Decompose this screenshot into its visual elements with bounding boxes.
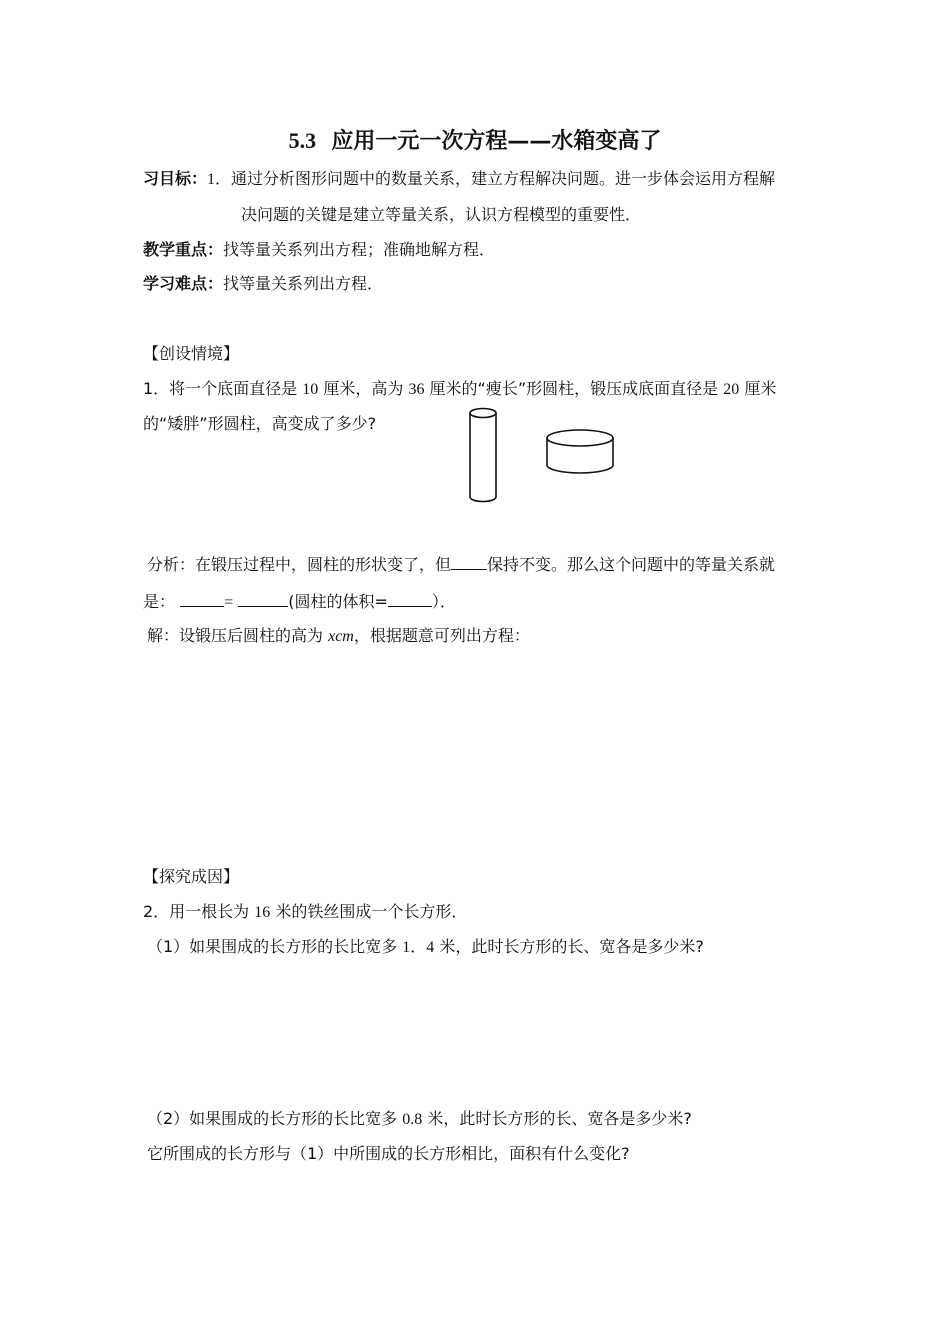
analysis-line2 — [143, 590, 456, 614]
analysis-blank-3 — [238, 590, 288, 607]
objectives-num: 1． — [207, 171, 232, 188]
question2-part1 — [147, 936, 704, 959]
q1-text-d: 厘米 — [739, 379, 777, 398]
analysis2-text-b: (圆柱的体积= — [288, 592, 388, 611]
objectives-label: 习目标： — [143, 169, 208, 188]
q2-1-text-a: （1）如果围成的长方形的长比宽多 — [147, 937, 403, 956]
difficulty-label: 学习难点： — [143, 274, 224, 293]
q2-1-diff: 1．4 — [402, 939, 435, 956]
difficulty-text: 找等量关系列出方程． — [223, 274, 384, 293]
title-number: 5.3 — [288, 128, 317, 153]
q1-text-c: 厘米的“瘦长”形圆柱，锻压成底面直径是 — [424, 379, 724, 398]
key-point-label: 教学重点： — [143, 240, 224, 259]
solve-text-a: 解：设锻压后圆柱的高为 — [147, 626, 329, 645]
question1-line2: 的“矮胖”形圆柱，高变成了多少? — [143, 414, 377, 433]
question1-line1 — [143, 378, 776, 401]
analysis2-equals: = — [224, 594, 234, 611]
q2-length: 16 — [254, 904, 271, 921]
key-point — [143, 239, 495, 261]
q1-height-1: 36 — [408, 381, 425, 398]
q2-2-diff: 0.8 — [402, 1111, 423, 1128]
q1-text-b: 厘米，高为 — [318, 379, 409, 398]
q2-text-b: 米的铁丝围成一个长方形． — [270, 902, 468, 921]
page-title — [0, 124, 950, 159]
q1-diameter-2: 20 — [723, 381, 740, 398]
solve-text-b: ，根据题意可列出方程： — [353, 626, 530, 645]
solve-variable: xcm — [328, 628, 354, 645]
objectives-text-1: 通过分析图形问题中的数量关系，建立方程解决问题。进一步体会运用方程解 — [231, 169, 776, 188]
q2-2-text-b: 米，此时长方形的长、宽各是多少米? — [422, 1109, 692, 1128]
tall-cylinder-figure — [462, 402, 502, 506]
section1-heading: 【创设情境】 — [143, 344, 240, 363]
question2-part3: 它所围成的长方形与（1）中所围成的长方形相比，面积有什么变化? — [147, 1144, 630, 1163]
question2-part2 — [147, 1108, 692, 1131]
q2-1-text-b: 米，此时长方形的长、宽各是多少米? — [434, 937, 704, 956]
objectives-line-1 — [143, 168, 775, 191]
q1-text-a: 1．将一个底面直径是 — [143, 379, 303, 398]
solution-line — [147, 625, 530, 648]
key-point-text: 找等量关系列出方程；准确地解方程． — [223, 240, 496, 259]
q1-diameter-1: 10 — [302, 381, 319, 398]
section2-heading: 【探究成因】 — [143, 867, 240, 886]
analysis2-text-c: ）． — [431, 592, 456, 611]
title-text: 应用一元一次方程——水箱变高了 — [331, 129, 662, 154]
objectives-line-2: 决问题的关键是建立等量关系，认识方程模型的重要性． — [241, 205, 642, 224]
analysis-line1 — [147, 553, 775, 576]
difficulty — [143, 273, 383, 295]
short-cylinder-figure — [541, 424, 621, 476]
q2-2-text-a: （2）如果围成的长方形的长比宽多 — [147, 1109, 403, 1128]
question2-line — [143, 901, 467, 924]
analysis2-text-a: 是： — [143, 592, 176, 611]
analysis-blank-4 — [388, 590, 432, 607]
analysis-blank-2 — [180, 590, 224, 607]
analysis-text-a: 分析：在锻压过程中，圆柱的形状变了，但 — [147, 555, 452, 574]
q2-text-a: 2．用一根长为 — [143, 902, 255, 921]
analysis-text-b: 保持不变。那么这个问题中的等量关系就 — [487, 555, 776, 574]
analysis-blank-1 — [451, 553, 487, 570]
